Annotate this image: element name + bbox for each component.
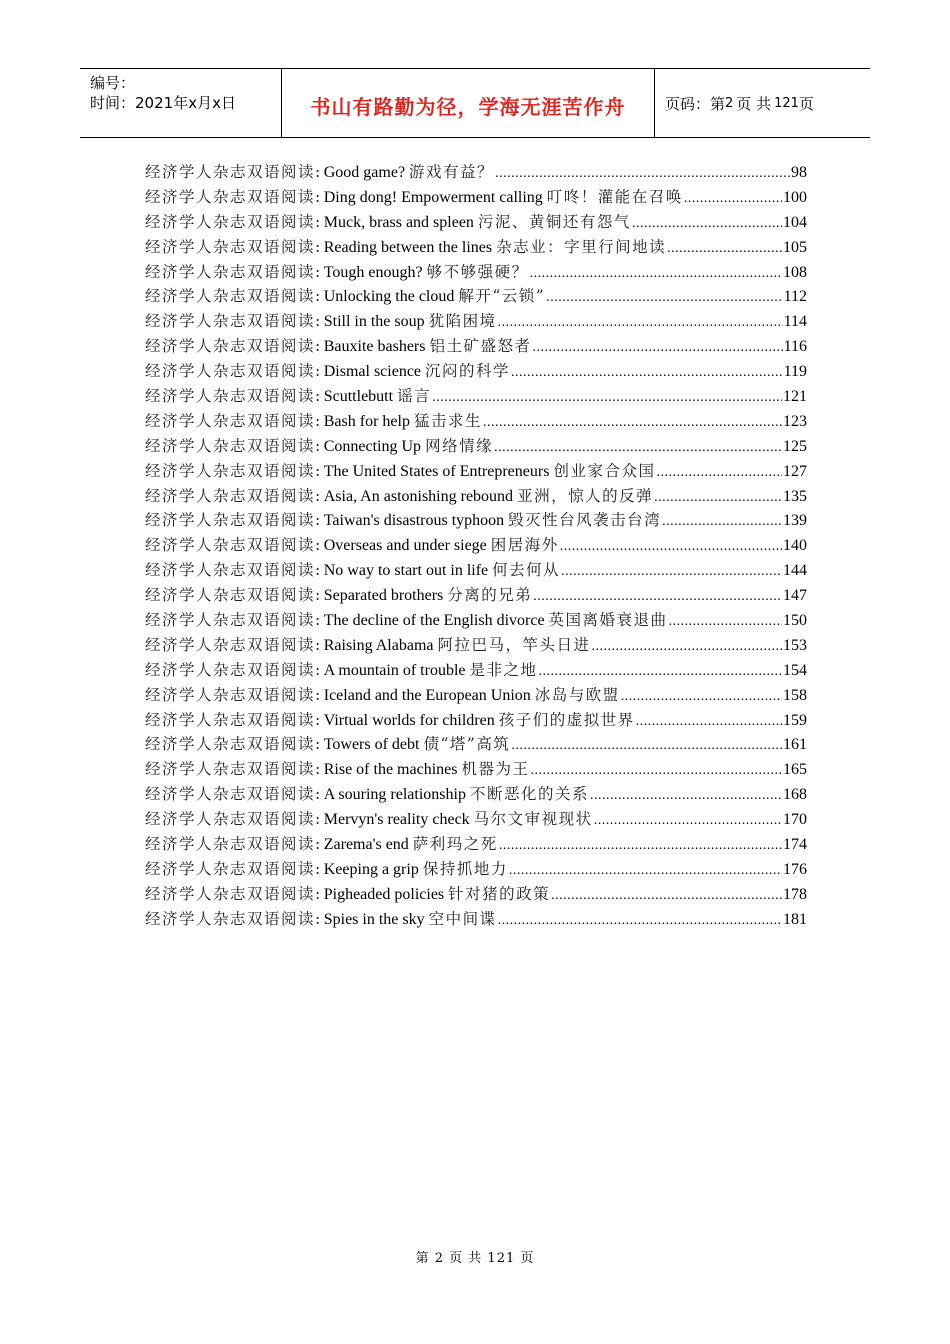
- toc-page-number: 154: [783, 661, 807, 679]
- toc-entry[interactable]: [145, 658, 807, 683]
- toc-prefix: 经济学人杂志双语阅读:: [145, 884, 322, 903]
- toc-entry[interactable]: [145, 907, 807, 932]
- toc-english-title: Pigheaded policies: [323, 885, 445, 903]
- toc-prefix: 经济学人杂志双语阅读:: [145, 486, 322, 505]
- toc-page-number: 114: [783, 313, 807, 331]
- toc-prefix: 经济学人杂志双语阅读:: [145, 660, 322, 679]
- toc-entry[interactable]: [145, 608, 807, 633]
- toc-dot-leader: [684, 187, 782, 212]
- toc-english-title: The decline of the English divorce: [323, 612, 545, 630]
- toc-entry[interactable]: [145, 533, 807, 558]
- toc-prefix: 经济学人杂志双语阅读:: [145, 362, 322, 381]
- toc-entry[interactable]: [145, 633, 807, 658]
- toc-entry[interactable]: [145, 434, 807, 459]
- date-label: 时间：: [90, 94, 136, 112]
- toc-english-title: Taiwan's disastrous typhoon: [323, 512, 505, 530]
- motto: 书山有路勤为径，学海无涯苦作舟: [310, 94, 626, 119]
- toc-page-number: 150: [783, 612, 807, 630]
- date-line: [90, 93, 236, 113]
- toc-dot-leader: [636, 710, 782, 735]
- toc-chinese-title: 游戏有益？: [409, 163, 495, 181]
- toc-dot-leader: [551, 884, 782, 909]
- toc-chinese-title: 机器为王: [461, 760, 530, 779]
- toc-english-title: Iceland and the European Union: [323, 686, 531, 704]
- toc-page-number: 158: [783, 686, 807, 704]
- toc-page-number: 98: [791, 164, 807, 181]
- toc-entry[interactable]: [145, 708, 807, 733]
- toc-chinese-title: 犹陷困境: [428, 312, 497, 331]
- header-motto-cell: [282, 69, 655, 137]
- toc-page-number: 119: [783, 363, 807, 381]
- page-footer: 第 2 页 共 121 页: [415, 1251, 535, 1266]
- toc-prefix: 经济学人杂志双语阅读:: [145, 511, 322, 530]
- toc-dot-leader: [654, 486, 782, 511]
- toc-english-title: Zarema's end: [323, 836, 409, 854]
- toc-entry[interactable]: [145, 732, 807, 757]
- toc-chinese-title: 网络情缘: [425, 436, 494, 455]
- toc-english-title: Unlocking the cloud: [323, 288, 455, 306]
- toc-prefix: 经济学人杂志双语阅读:: [145, 163, 322, 181]
- toc-chinese-title: 杂志业：字里行间地读: [496, 237, 667, 256]
- toc-page-number: 165: [783, 761, 807, 779]
- toc-chinese-title: 马尔文审视现状: [473, 810, 593, 829]
- toc-prefix: 经济学人杂志双语阅读:: [145, 635, 322, 654]
- toc-dot-leader: [533, 336, 783, 361]
- toc-entry[interactable]: [145, 459, 807, 484]
- toc-dot-leader: [539, 660, 782, 685]
- toc-page-number: 104: [783, 213, 807, 231]
- toc-chinese-title: 孩子们的虚拟世界: [498, 710, 635, 729]
- header-page-info: [655, 69, 870, 137]
- toc-chinese-title: 困居海外: [490, 536, 559, 555]
- toc-page-number: 139: [783, 512, 807, 530]
- toc-english-title: Virtual worlds for children: [323, 711, 495, 729]
- toc-chinese-title: 分离的兄弟: [447, 586, 533, 605]
- toc-prefix: 经济学人杂志双语阅读:: [145, 237, 322, 256]
- toc-entry[interactable]: [145, 210, 807, 235]
- toc-chinese-title: 保持抓地力: [422, 859, 508, 878]
- toc-chinese-title: 是非之地: [469, 660, 538, 679]
- toc-entry[interactable]: [145, 558, 807, 583]
- date-value: 2021年x月x日: [135, 94, 236, 112]
- toc-prefix: 经济学人杂志双语阅读:: [145, 810, 322, 829]
- toc-page-number: 147: [783, 587, 807, 605]
- toc-dot-leader: [494, 436, 782, 461]
- toc-english-title: Tough enough?: [323, 263, 423, 281]
- toc-english-title: Still in the soup: [323, 313, 425, 331]
- toc-prefix: 经济学人杂志双语阅读:: [145, 760, 322, 779]
- toc-prefix: 经济学人杂志双语阅读:: [145, 187, 322, 206]
- toc-english-title: No way to start out in life: [323, 562, 489, 580]
- toc-english-title: Overseas and under siege: [323, 537, 487, 555]
- toc-dot-leader: [594, 809, 782, 834]
- toc-chinese-title: 毁灭性台风袭击台湾: [508, 511, 662, 530]
- toc-page-number: 125: [783, 437, 807, 455]
- toc-entry[interactable]: [145, 359, 807, 384]
- page-label: 页码：第: [665, 94, 726, 113]
- toc-prefix: 经济学人杂志双语阅读:: [145, 785, 322, 804]
- toc-prefix: 经济学人杂志双语阅读:: [145, 287, 322, 306]
- toc-prefix: 经济学人杂志双语阅读:: [145, 561, 322, 580]
- toc-dot-leader: [667, 237, 782, 262]
- toc-dot-leader: [561, 560, 782, 585]
- toc-english-title: A mountain of trouble: [323, 661, 466, 679]
- toc-english-title: Dismal science: [323, 363, 422, 381]
- page-end: 页: [798, 94, 814, 113]
- toc-english-title: Connecting Up: [323, 437, 422, 455]
- toc-dot-leader: [498, 909, 782, 934]
- toc-entry[interactable]: [145, 384, 807, 409]
- toc-entry[interactable]: [145, 484, 807, 509]
- toc-dot-leader: [531, 759, 783, 784]
- toc-dot-leader: [530, 262, 782, 287]
- toc-english-title: Mervyn's reality check: [323, 811, 470, 829]
- toc-chinese-title: 叮咚！灌能在召唤: [546, 187, 683, 206]
- toc-english-title: Spies in the sky: [323, 910, 425, 928]
- toc-dot-leader: [533, 585, 782, 610]
- toc-entry[interactable]: [145, 160, 807, 185]
- toc-page-number: 135: [783, 487, 807, 505]
- toc-dot-leader: [592, 635, 782, 660]
- toc-chinese-title: 铝土矿盛怒者: [429, 337, 532, 356]
- toc-entry[interactable]: [145, 185, 807, 210]
- toc-dot-leader: [560, 535, 782, 560]
- toc-page-number: 140: [783, 537, 807, 555]
- toc-prefix: 经济学人杂志双语阅读:: [145, 859, 322, 878]
- toc-page-number: 123: [783, 412, 807, 430]
- toc-page-number: 159: [783, 711, 807, 729]
- toc-page-number: 105: [783, 238, 807, 256]
- toc-dot-leader: [495, 162, 790, 187]
- toc-dot-leader: [509, 859, 782, 884]
- toc-page-number: 176: [783, 860, 807, 878]
- toc-prefix: 经济学人杂志双语阅读:: [145, 710, 322, 729]
- page-mid: 页 共: [736, 94, 772, 113]
- table-of-contents: [145, 160, 807, 932]
- toc-english-title: A souring relationship: [323, 786, 466, 804]
- toc-dot-leader: [511, 734, 782, 759]
- toc-chinese-title: 解开“云锁”: [458, 287, 546, 306]
- toc-prefix: 经济学人杂志双语阅读:: [145, 212, 322, 231]
- toc-prefix: 经济学人杂志双语阅读:: [145, 436, 322, 455]
- toc-english-title: The United States of Entrepreneurs: [323, 462, 550, 480]
- toc-prefix: 经济学人杂志双语阅读:: [145, 536, 322, 555]
- toc-english-title: Asia, An astonishing rebound: [323, 487, 514, 505]
- toc-page-number: 178: [783, 885, 807, 903]
- toc-chinese-title: 针对猪的政策: [448, 884, 551, 903]
- toc-prefix: 经济学人杂志双语阅读:: [145, 611, 322, 630]
- toc-entry[interactable]: [145, 882, 807, 907]
- toc-entry[interactable]: [145, 782, 807, 807]
- toc-entry[interactable]: [145, 683, 807, 708]
- toc-dot-leader: [669, 610, 782, 635]
- toc-page-number: 174: [783, 836, 807, 854]
- toc-dot-leader: [546, 286, 782, 311]
- toc-english-title: Muck, brass and spleen: [323, 213, 474, 231]
- toc-dot-leader: [656, 461, 782, 486]
- toc-chinese-title: 沉闷的科学: [425, 362, 511, 381]
- toc-english-title: Ding dong! Empowerment calling: [323, 188, 543, 206]
- toc-entry[interactable]: [145, 832, 807, 857]
- toc-entry[interactable]: [145, 284, 807, 309]
- toc-page-number: 144: [783, 562, 807, 580]
- toc-chinese-title: 冰岛与欧盟: [534, 685, 620, 704]
- toc-page-number: 153: [783, 636, 807, 654]
- toc-dot-leader: [511, 361, 783, 386]
- page-current: 2: [725, 95, 734, 111]
- toc-chinese-title: 污泥、黄铜还有怨气: [477, 212, 631, 231]
- page-total: 121: [774, 95, 799, 111]
- toc-dot-leader: [590, 784, 782, 809]
- toc-prefix: 经济学人杂志双语阅读:: [145, 685, 322, 704]
- serial-label: 编号：: [90, 74, 136, 92]
- toc-chinese-title: 猛击求生: [413, 411, 482, 430]
- toc-english-title: Keeping a grip: [323, 860, 419, 878]
- toc-entry[interactable]: [145, 857, 807, 882]
- toc-prefix: 经济学人杂志双语阅读:: [145, 586, 322, 605]
- toc-prefix: 经济学人杂志双语阅读:: [145, 312, 322, 331]
- toc-dot-leader: [621, 685, 782, 710]
- toc-entry[interactable]: [145, 309, 807, 334]
- toc-prefix: 经济学人杂志双语阅读:: [145, 411, 322, 430]
- toc-dot-leader: [662, 510, 782, 535]
- toc-page-number: 127: [783, 462, 807, 480]
- toc-page-number: 116: [783, 338, 807, 356]
- toc-entry[interactable]: [145, 334, 807, 359]
- toc-chinese-title: 谣言: [397, 387, 432, 406]
- toc-chinese-title: 亚洲，惊人的反弹: [517, 486, 654, 505]
- toc-dot-leader: [632, 212, 782, 237]
- header-meta: [80, 69, 282, 137]
- page-header: [80, 68, 870, 138]
- toc-dot-leader: [483, 411, 782, 436]
- toc-page-number: 170: [783, 811, 807, 829]
- toc-entry[interactable]: [145, 260, 807, 285]
- toc-dot-leader: [498, 311, 783, 336]
- toc-chinese-title: 英国离婚衰退曲: [548, 611, 668, 630]
- toc-chinese-title: 萨利玛之死: [412, 835, 498, 854]
- toc-page-number: 168: [783, 786, 807, 804]
- toc-english-title: Separated brothers: [323, 587, 444, 605]
- toc-chinese-title: 阿拉巴马，竿头日进: [437, 635, 591, 654]
- toc-english-title: Raising Alabama: [323, 636, 434, 654]
- toc-chinese-title: 债“塔”高筑: [423, 735, 511, 754]
- toc-english-title: Scuttlebutt: [323, 388, 394, 406]
- toc-entry[interactable]: [145, 583, 807, 608]
- toc-dot-leader: [432, 386, 782, 411]
- toc-page-number: 161: [783, 736, 807, 754]
- toc-prefix: 经济学人杂志双语阅读:: [145, 735, 322, 754]
- toc-english-title: Towers of debt: [323, 736, 420, 754]
- toc-english-title: Rise of the machines: [323, 761, 458, 779]
- toc-prefix: 经济学人杂志双语阅读:: [145, 461, 322, 480]
- toc-english-title: Good game?: [323, 164, 406, 181]
- toc-chinese-title: 不断恶化的关系: [469, 785, 589, 804]
- toc-prefix: 经济学人杂志双语阅读:: [145, 909, 322, 928]
- toc-chinese-title: 创业家合众国: [553, 461, 656, 480]
- toc-page-number: 112: [783, 288, 807, 306]
- toc-english-title: Bash for help: [323, 412, 410, 430]
- toc-entry[interactable]: [145, 409, 807, 434]
- toc-page-number: 181: [783, 910, 807, 928]
- toc-prefix: 经济学人杂志双语阅读:: [145, 387, 322, 406]
- toc-entry[interactable]: [145, 807, 807, 832]
- toc-prefix: 经济学人杂志双语阅读:: [145, 337, 322, 356]
- toc-entry[interactable]: [145, 757, 807, 782]
- toc-page-number: 121: [783, 388, 807, 406]
- toc-entry[interactable]: [145, 508, 807, 533]
- toc-page-number: 100: [783, 188, 807, 206]
- toc-english-title: Bauxite bashers: [323, 338, 426, 356]
- toc-chinese-title: 够不够强硬？: [426, 262, 529, 281]
- toc-english-title: Reading between the lines: [323, 238, 493, 256]
- toc-chinese-title: 空中间谍: [428, 909, 497, 928]
- toc-prefix: 经济学人杂志双语阅读:: [145, 262, 322, 281]
- toc-dot-leader: [499, 834, 782, 859]
- toc-page-number: 108: [783, 263, 807, 281]
- toc-entry[interactable]: [145, 235, 807, 260]
- toc-chinese-title: 何去何从: [492, 561, 561, 580]
- toc-prefix: 经济学人杂志双语阅读:: [145, 835, 322, 854]
